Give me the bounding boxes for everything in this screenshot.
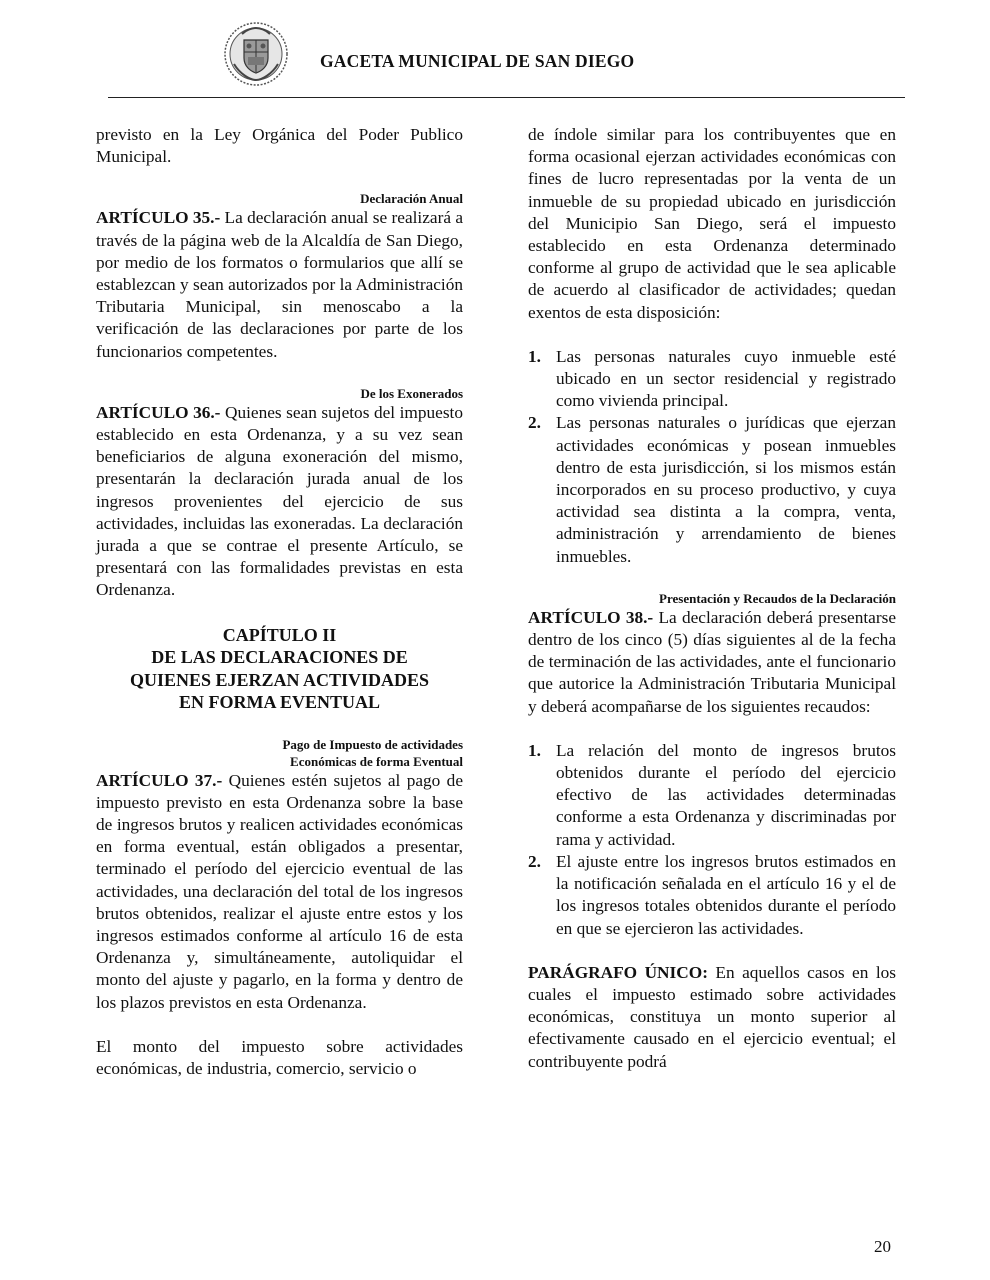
article-36-text: Quienes sean sujetos del impuesto establecido en esta Ordenanza, y a su vez sean beneficiarios de alguna exoneración del mismo, presentarán la declaración jurada anual de los ingresos provenientes del ejercicio de sus actividades, incluidas las exoneradas. La declaración jurada a que se contrae el presente Artículo, se presentará con las formalidades previstas en esta Ordenanza.: [96, 402, 463, 600]
article-37-heading: Económicas de forma Eventual: [290, 753, 463, 769]
list-number: 1.: [528, 346, 541, 366]
requirements-list: [528, 740, 896, 940]
paragrafo-unico-text: En aquellos casos en los cuales el impuesto estimado sobre actividades económicas, constituya un monto superior al efectivamente causado en el ejercicio eventual; el contribuyente podrá: [528, 962, 896, 1071]
list-text: El ajuste entre los ingresos brutos estimados en la notificación señalada en el artículo 16 y el de los ingresos totales obtenidos durante el período en que se ejercieron las actividades.: [556, 851, 896, 938]
continuation-paragraph: de índole similar para los contribuyentes que en forma ocasional ejerzan actividades económicas con fines de lucro representadas por la venta de un inmueble de su propiedad ubicado en jurisdicción del Municipio San Diego, será el impuesto establecido en esta Ordenanza determinado conforme al grupo de actividad que le sea aplicable de acuerdo al clasificador de actividades; quedan exentos de esta disposición:: [528, 125, 896, 322]
article-37-text: Quienes estén sujetos al pago de impuesto previsto en esta Ordenanza sobre la base de ingresos brutos y realicen actividades económicas en forma eventual, están obligados a presentar, terminado el período del ejercicio eventual de las actividades, una declaración del total de los ingresos brutos obtenidos, realizar el ajuste entre estos y los ingresos estimados conforme al artículo 16 de esta Ordenanza y, simultáneamente, autoliquidar el monto del ajuste y pagarlo, en la forma y dentro de los plazos previstos en esta Ordenanza.: [96, 770, 463, 1012]
list-item: [528, 851, 896, 940]
left-column: [96, 124, 463, 1080]
paragrafo-unico-paragraph: [528, 962, 896, 1073]
publication-title: GACETA MUNICIPAL DE SAN DIEGO: [320, 51, 635, 71]
list-item: [528, 740, 896, 851]
article-38-label: ARTÍCULO 38.-: [528, 607, 654, 627]
article-37-heading: Pago de Impuesto de actividades: [282, 736, 463, 752]
page-number: 20: [874, 1237, 891, 1256]
article-38-text: La declaración deberá presentarse dentro de los cinco (5) días siguientes al de la fecha de terminación de las actividades, ante el funcionario que autorice la Administración Tributaria Municipal y deberá acompañarse de los siguientes recaudos:: [528, 607, 896, 716]
article-35-heading: Declaración Anual: [360, 191, 463, 207]
article-36-label: ARTÍCULO 36.-: [96, 402, 221, 422]
header-divider: [108, 97, 905, 98]
closing-paragraph: El monto del impuesto sobre actividades económicas, de industria, comercio, servicio o: [96, 1036, 463, 1079]
article-35-text: La declaración anual se realizará a través de la página web de la Alcaldía de San Diego, por medio de los formatos o formularios que allí se establezcan y sean autorizados por la Administración Tributaria Municipal, sin menoscabo a la verificación de las declaraciones por parte de los funcionarios competentes.: [96, 208, 463, 361]
chapter-heading: [96, 624, 463, 714]
list-text: Las personas naturales o jurídicas que ejerzan actividades económicas y posean inmuebles dentro de esta jurisdicción, si los mismos están incorporados en su proceso productivo, y cuya actividad sea distinta a la compra, venta, administración y arrendamiento de bienes inmuebles.: [556, 413, 896, 566]
article-36-paragraph: [96, 402, 463, 602]
article-38-heading: Presentación y Recaudos de la Declaración: [659, 590, 896, 606]
chapter-title-line: DE LAS DECLARACIONES DE: [151, 647, 408, 668]
list-number: 1.: [528, 740, 541, 760]
coat-of-arms-icon: [222, 20, 290, 88]
list-text: Las personas naturales cuyo inmueble esté ubicado en un sector residencial y registrado como vivienda principal.: [556, 346, 896, 411]
chapter-title-line: QUIENES EJERZAN ACTIVIDADES: [129, 669, 430, 690]
article-37-paragraph: [96, 770, 463, 1014]
chapter-number: CAPÍTULO II: [222, 624, 337, 645]
list-number: 2.: [528, 413, 541, 433]
article-36-heading: De los Exonerados: [360, 385, 463, 401]
article-35-paragraph: [96, 207, 463, 362]
right-column: [528, 124, 896, 1073]
list-item: [528, 346, 896, 413]
article-37-label: ARTÍCULO 37.-: [96, 770, 223, 790]
list-text: La relación del monto de ingresos brutos obtenidos durante el período del ejercicio efectivo de las actividades determinadas conforme a esta Ordenanza y discriminadas por rama y actividad.: [556, 740, 896, 849]
exemptions-list: [528, 346, 896, 568]
page-header: [108, 18, 905, 98]
article-38-paragraph: [528, 607, 896, 718]
intro-paragraph: previsto en la Ley Orgánica del Poder Publico Municipal.: [96, 125, 463, 167]
chapter-title-line: EN FORMA EVENTUAL: [178, 692, 380, 713]
list-item: [528, 412, 896, 567]
list-number: 2.: [528, 851, 541, 871]
article-35-label: ARTÍCULO 35.-: [96, 208, 221, 228]
paragrafo-unico-label: PARÁGRAFO ÚNICO:: [528, 962, 708, 982]
